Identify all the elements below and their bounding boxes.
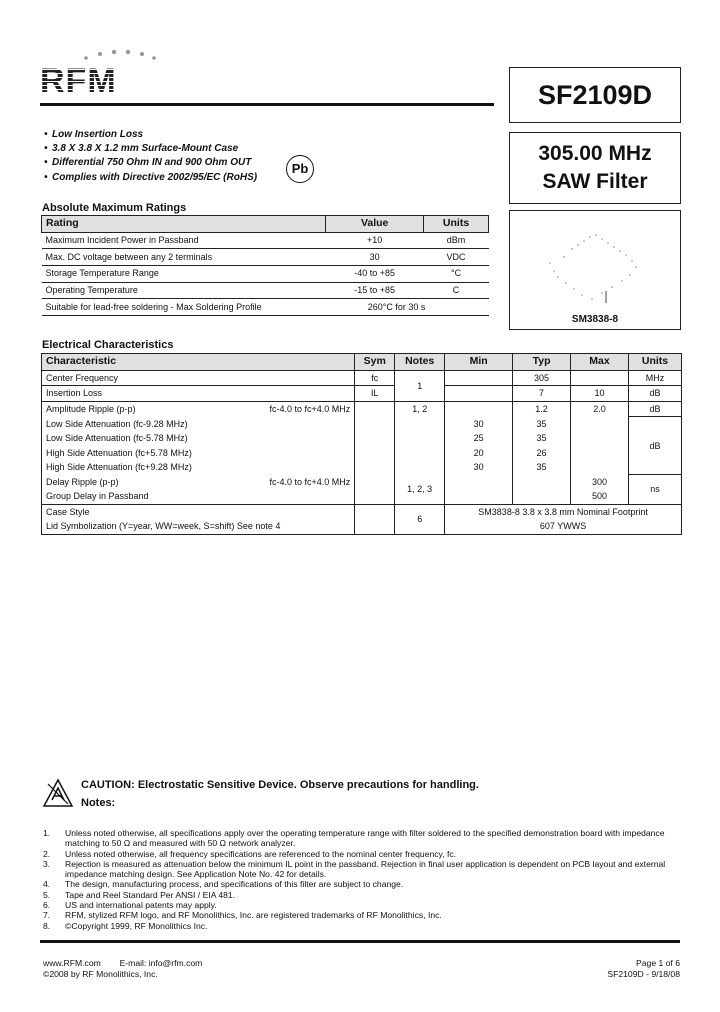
cell [355, 417, 395, 432]
cell [355, 519, 395, 534]
header-rule [40, 103, 494, 106]
cell: Group Delay in Passband [42, 489, 355, 504]
cell [395, 460, 445, 475]
cell: 10 [571, 386, 629, 402]
logo-dots-icon [70, 44, 190, 64]
table-row [42, 504, 682, 519]
header-characteristic: Characteristic [42, 354, 355, 371]
table-row [42, 446, 682, 461]
table-row [42, 475, 682, 490]
cell: dB [628, 386, 681, 402]
table-row [42, 519, 682, 534]
cell [355, 475, 395, 490]
ec-table [41, 353, 682, 535]
cell: SM3838-8 3.8 x 3.8 mm Nominal Footprint [445, 504, 682, 519]
rfm-logo [40, 52, 160, 104]
footer-rule [40, 940, 680, 943]
cell: ns [628, 475, 681, 505]
package-box [509, 210, 681, 330]
cell: IL [355, 386, 395, 402]
cell [445, 401, 513, 417]
note-item: 8. ©Copyright 1999, RF Monolithics Inc. [43, 920, 208, 931]
amr-table [41, 215, 489, 316]
cell: 26 [513, 446, 571, 461]
cell: Case Style [42, 504, 355, 519]
cell [571, 417, 629, 432]
feature-item: • Low Insertion Loss [44, 129, 144, 140]
header-units: Units [628, 354, 681, 371]
cell: 2.0 [571, 401, 629, 417]
device-type: SAW Filter [542, 170, 648, 193]
cell: 25 [445, 431, 513, 446]
cell [355, 401, 395, 417]
part-number: SF2109D [537, 79, 653, 110]
cell: VDC [424, 249, 489, 266]
cell: C [424, 282, 489, 299]
cell [513, 489, 571, 504]
cell: dB [628, 401, 681, 417]
cell [445, 475, 513, 490]
table-row [42, 299, 489, 316]
logo-wordmark: RFM [40, 62, 117, 100]
cell: 30 [445, 460, 513, 475]
cell [395, 417, 445, 432]
footer-doc-id: SF2109D - 9/18/08 [607, 969, 680, 979]
cell: Insertion Loss [42, 386, 355, 402]
cell: Delay Ripple (p-p) fc-4.0 to fc+4.0 MHz [42, 475, 355, 490]
cell: Suitable for lead-free soldering - Max Soldering Profile [42, 299, 326, 316]
table-row [42, 489, 682, 504]
header-notes: Notes [395, 354, 445, 371]
cell [445, 370, 513, 386]
cell: 260°C for 30 s [326, 299, 489, 316]
cell: -40 to +85 [326, 265, 424, 282]
caution-text: CAUTION: Electrostatic Sensitive Device. Observe precautions for handling. [81, 779, 479, 791]
cell: 1.2 [513, 401, 571, 417]
cell [445, 489, 513, 504]
feature-item: • Differential 750 Ohm IN and 900 Ohm OUT [44, 157, 252, 169]
table-row [42, 460, 682, 475]
notes-list [43, 828, 683, 931]
footer-website[interactable]: www.RFM.com [43, 958, 101, 968]
feature-list [44, 128, 257, 185]
cell: 1 [395, 370, 445, 401]
cell: 500 [571, 489, 629, 504]
table-row [42, 401, 682, 417]
cell: Max. DC voltage between any 2 terminals [42, 249, 326, 266]
feature-item: • Complies with Directive 2002/95/EC (RoHS) [44, 171, 258, 183]
esd-warning-icon [42, 778, 74, 808]
footer-email[interactable]: E-mail: info@rfm.com [119, 958, 203, 968]
ec-title: Electrical Characteristics [42, 339, 174, 351]
cell: dBm [424, 232, 489, 249]
table-row [42, 370, 682, 386]
cell: Operating Temperature [42, 282, 326, 299]
cell: 35 [513, 431, 571, 446]
note-item: 3. Rejection is measured as attenuation below the minimum IL point in the passband. Rejection in final user application is dependent on PCB layout and external impedance matching design. See Application Note No. 42 for details. [43, 858, 666, 880]
cell: High Side Attenuation (fc+5.78 MHz) [42, 446, 355, 461]
cell: 300 [571, 475, 629, 490]
cell: Maximum Incident Power in Passband [42, 232, 326, 249]
note-item: 6. US and international patents may apply. [43, 900, 217, 911]
cell [395, 431, 445, 446]
part-number-box [509, 67, 681, 123]
cell: High Side Attenuation (fc+9.28 MHz) [42, 460, 355, 475]
cell [571, 446, 629, 461]
table-row [42, 265, 489, 282]
cell: 30 [326, 249, 424, 266]
footer-left [43, 958, 202, 980]
header-min: Min [445, 354, 513, 371]
cell: Low Side Attenuation (fc-5.78 MHz) [42, 431, 355, 446]
cell: Amplitude Ripple (p-p) fc-4.0 to fc+4.0 MHz [42, 401, 355, 417]
header-rating: Rating [42, 216, 326, 233]
package-label: SM3838-8 [571, 314, 619, 325]
cell [355, 446, 395, 461]
feature-item: • 3.8 X 3.8 X 1.2 mm Surface-Mount Case [44, 143, 239, 155]
table-header-row [42, 216, 489, 233]
table-row [42, 417, 682, 432]
cell: 1, 2, 3 [395, 475, 445, 505]
table-row [42, 282, 489, 299]
table-row [42, 249, 489, 266]
cell [355, 504, 395, 519]
cell [513, 475, 571, 490]
package-drawing-icon [510, 219, 680, 319]
table-row [42, 386, 682, 402]
header-units: Units [424, 216, 489, 233]
note-item: 2. Unless noted otherwise, all frequency specifications are referenced to the nominal center frequency, fc. [43, 848, 457, 859]
cell [571, 460, 629, 475]
cell: -15 to +85 [326, 282, 424, 299]
cell [571, 370, 629, 386]
header-value: Value [326, 216, 424, 233]
cell: Low Side Attenuation (fc-9.28 MHz) [42, 417, 355, 432]
footer-page: Page 1 of 6 [636, 958, 680, 968]
cell [355, 431, 395, 446]
cell [355, 460, 395, 475]
cell: dB [628, 417, 681, 475]
table-header-row [42, 354, 682, 371]
header-max: Max [571, 354, 629, 371]
cell: 35 [513, 417, 571, 432]
cell [355, 489, 395, 504]
cell [571, 431, 629, 446]
cell: 7 [513, 386, 571, 402]
cell: Lid Symbolization (Y=year, WW=week, S=shift) See note 4 [42, 519, 355, 534]
table-row [42, 232, 489, 249]
cell: 30 [445, 417, 513, 432]
cell: +10 [326, 232, 424, 249]
cell: 607 YWWS [445, 519, 682, 534]
amr-title: Absolute Maximum Ratings [42, 202, 187, 214]
header-sym: Sym [355, 354, 395, 371]
footer-copyright: ©2008 by RF Monolithics, Inc. [43, 969, 158, 979]
cell: °C [424, 265, 489, 282]
description-box [509, 132, 681, 204]
pb-free-icon: Pb [286, 155, 314, 183]
cell: 20 [445, 446, 513, 461]
cell: 6 [395, 504, 445, 534]
cell: 1, 2 [395, 401, 445, 417]
footer-right [607, 958, 680, 980]
cell: Center Frequency [42, 370, 355, 386]
cell [395, 446, 445, 461]
note-item: 5. Tape and Reel Standard Per ANSI / EIA 481. [43, 889, 236, 900]
cell: 305 [513, 370, 571, 386]
cell: MHz [628, 370, 681, 386]
table-row [42, 431, 682, 446]
notes-title: Notes: [81, 797, 116, 809]
cell: fc [355, 370, 395, 386]
note-item: 4. The design, manufacturing process, and specifications of this filter are subject to change. [43, 879, 404, 890]
cell [445, 386, 513, 402]
header-typ: Typ [513, 354, 571, 371]
cell: Storage Temperature Range [42, 265, 326, 282]
frequency: 305.00 MHz [538, 142, 652, 165]
note-item: 1. Unless noted otherwise, all specifications apply over the operating temperature range with filter soldered to the specified demonstration board with impedance matching to 50 Ω and measured with 50 Ω network analyzer. [43, 828, 665, 849]
note-item: 7. RFM, stylized RFM logo, and RF Monolithics, Inc. are registered trademarks of RF Monolithics, Inc. [43, 910, 442, 921]
cell: 35 [513, 460, 571, 475]
